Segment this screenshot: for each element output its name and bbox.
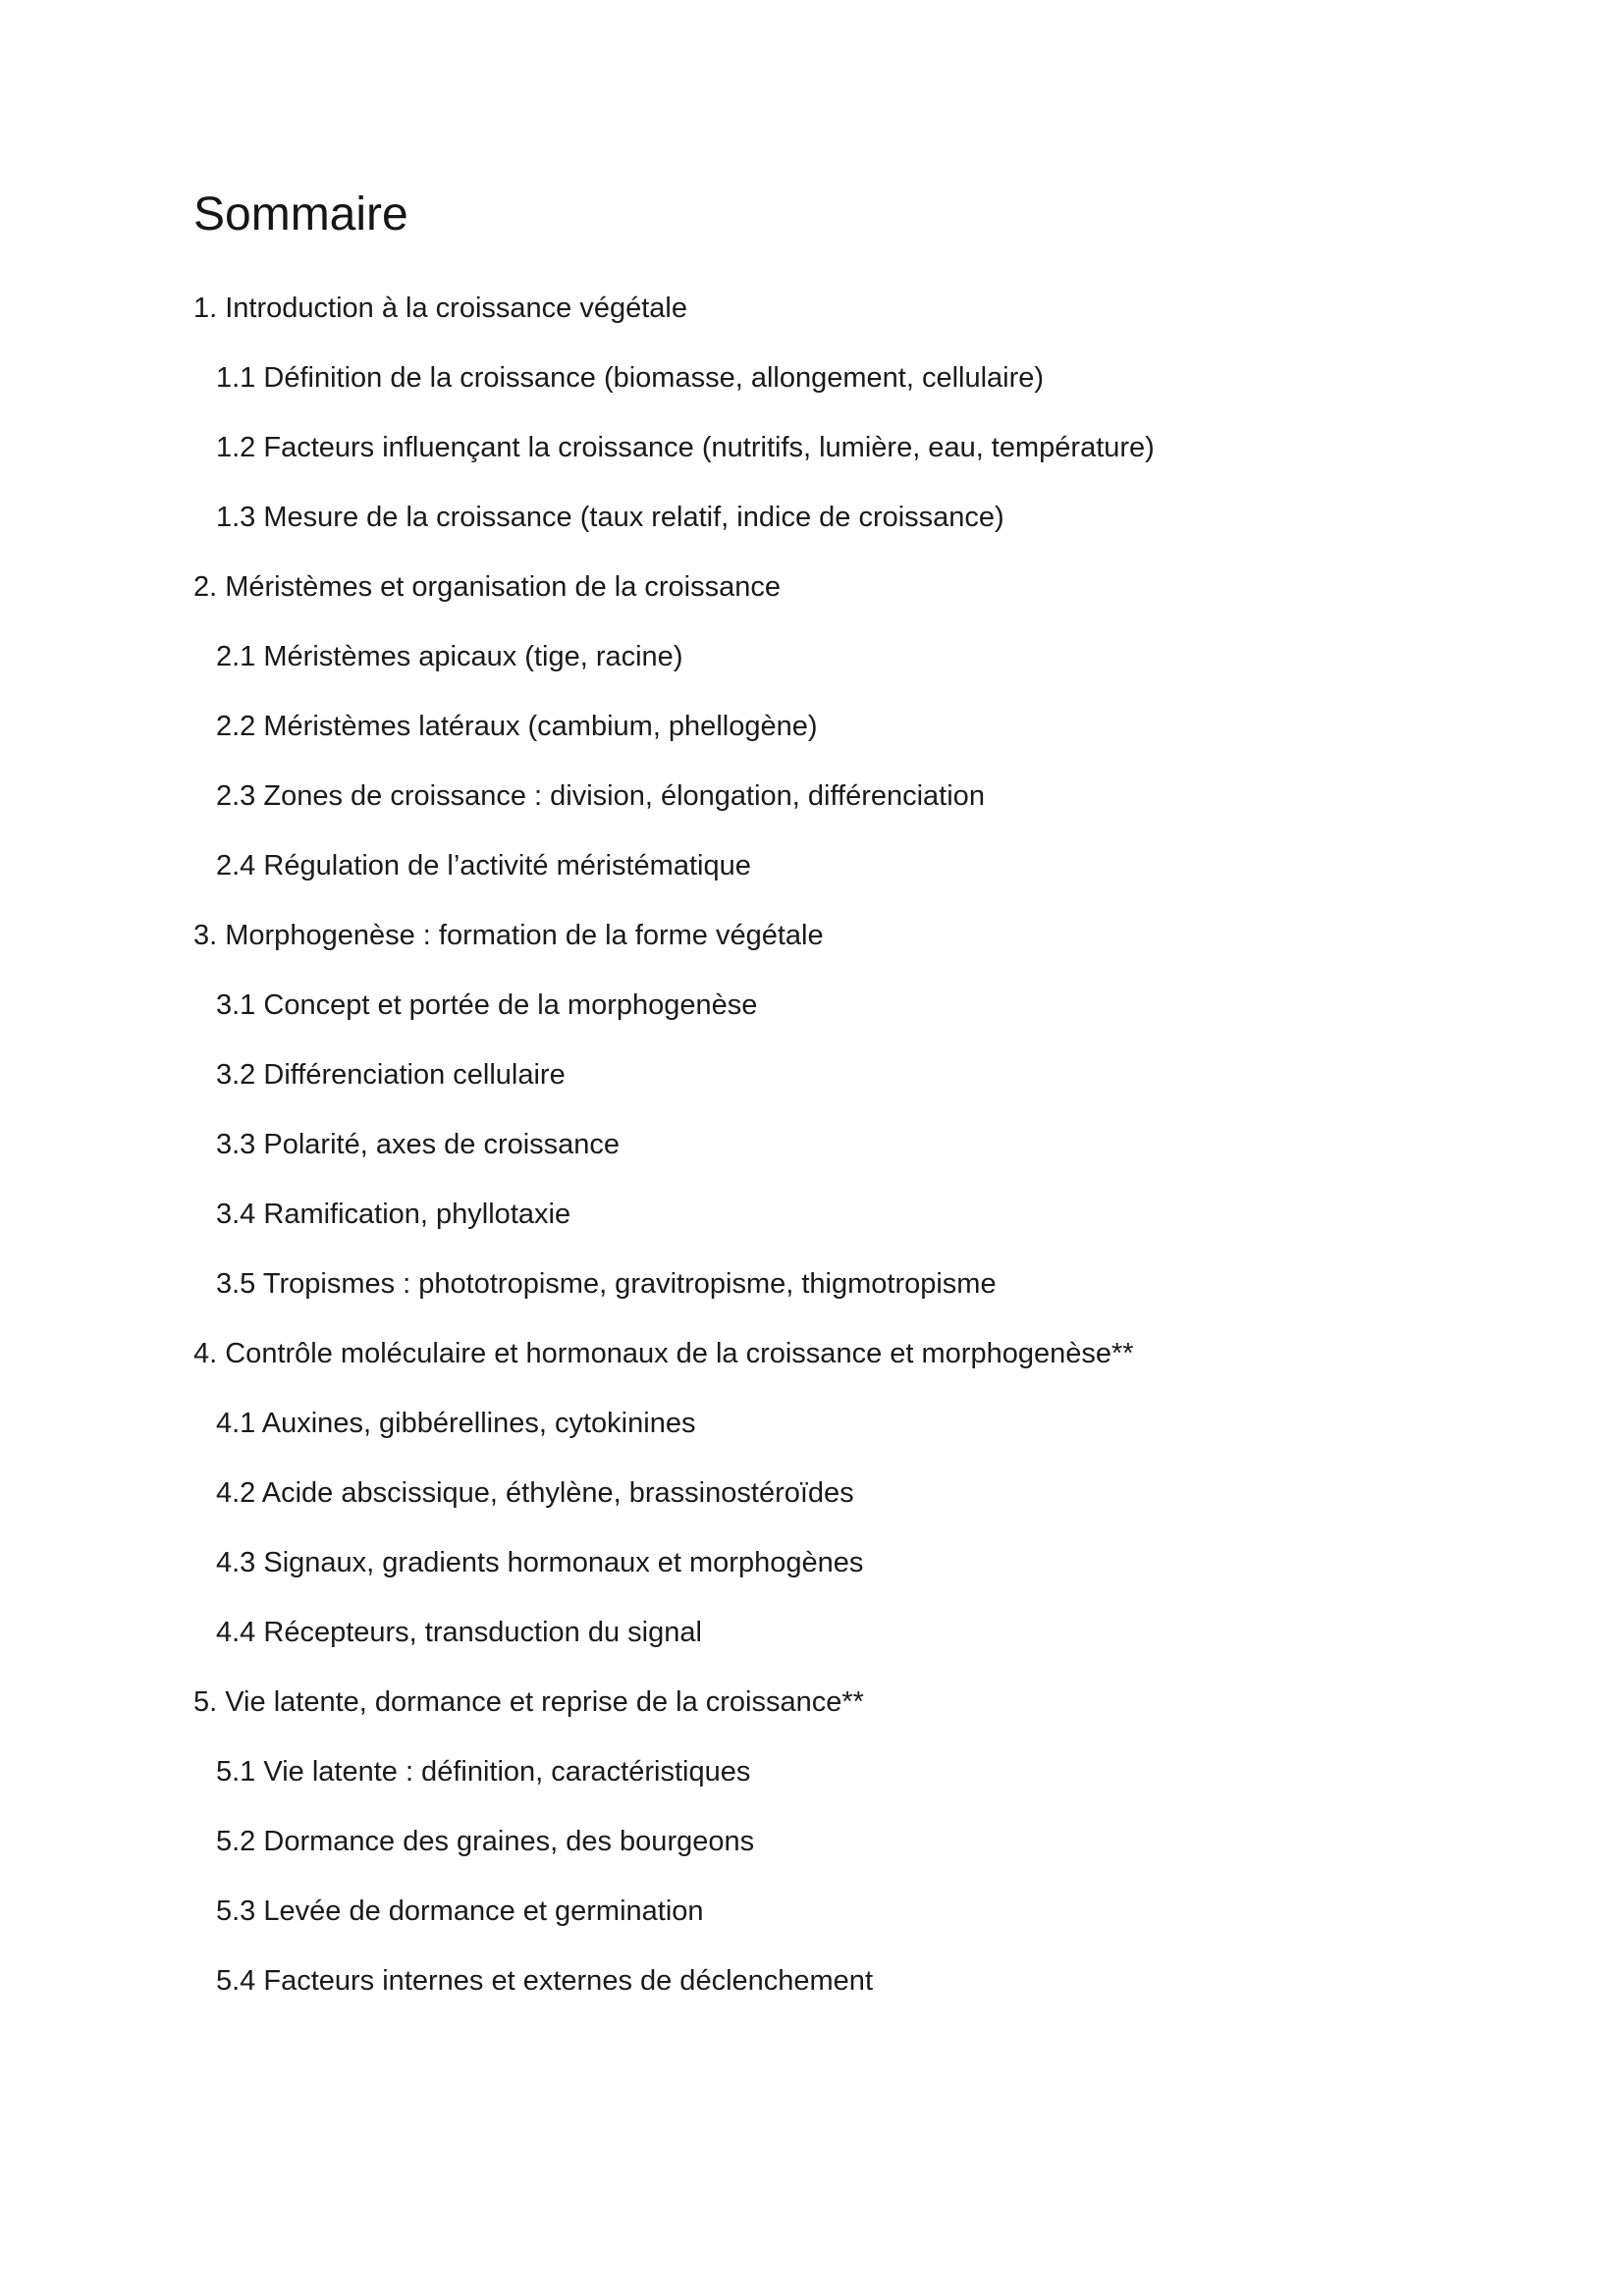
- toc-item-1: 1. Introduction à la croissance végétale: [193, 292, 687, 324]
- toc-item-5-3: 5.3 Levée de dormance et germination: [216, 1895, 704, 1927]
- toc-item-1-2: 1.2 Facteurs influençant la croissance (nutritifs, lumière, eau, température): [216, 431, 1155, 463]
- toc-item-3-1: 3.1 Concept et portée de la morphogenèse: [216, 988, 758, 1021]
- toc-item-1-1: 1.1 Définition de la croissance (biomasse, allongement, cellulaire): [216, 361, 1045, 394]
- toc-item-3-4: 3.4 Ramification, phyllotaxie: [216, 1198, 571, 1230]
- toc-item-3-3: 3.3 Polarité, axes de croissance: [216, 1128, 621, 1160]
- toc-item-4-3: 4.3 Signaux, gradients hormonaux et morphogènes: [216, 1546, 864, 1578]
- toc-item-3-5: 3.5 Tropismes : phototropisme, gravitropisme, thigmotropisme: [216, 1267, 997, 1300]
- toc-item-4-2: 4.2 Acide abscissique, éthylène, brassinostéroïdes: [216, 1476, 854, 1509]
- toc-item-5-1: 5.1 Vie latente : définition, caractéristiques: [216, 1755, 751, 1788]
- table-of-contents: [193, 274, 1545, 2016]
- toc-item-5: 5. Vie latente, dormance et reprise de la croissance**: [193, 1685, 864, 1718]
- toc-item-5-4: 5.4 Facteurs internes et externes de déclenchement: [216, 1964, 873, 1997]
- toc-item-2-1: 2.1 Méristèmes apicaux (tige, racine): [216, 640, 683, 672]
- toc-item-2-4: 2.4 Régulation de l’activité méristématique: [216, 849, 751, 881]
- toc-item-2-3: 2.3 Zones de croissance : division, élongation, différenciation: [216, 779, 985, 812]
- toc-item-5-2: 5.2 Dormance des graines, des bourgeons: [216, 1825, 755, 1857]
- toc-item-4-1: 4.1 Auxines, gibbérellines, cytokinines: [216, 1407, 696, 1439]
- toc-item-2: 2. Méristèmes et organisation de la croissance: [193, 570, 782, 603]
- toc-item-2-2: 2.2 Méristèmes latéraux (cambium, phellogène): [216, 710, 818, 742]
- toc-item-3: 3. Morphogenèse : formation de la forme végétale: [193, 919, 824, 951]
- toc-item-3-2: 3.2 Différenciation cellulaire: [216, 1058, 566, 1091]
- page-title: Sommaire: [193, 188, 408, 240]
- toc-item-1-3: 1.3 Mesure de la croissance (taux relatif, indice de croissance): [216, 501, 1004, 533]
- toc-item-4-4: 4.4 Récepteurs, transduction du signal: [216, 1616, 702, 1648]
- toc-item-4: 4. Contrôle moléculaire et hormonaux de la croissance et morphogenèse**: [193, 1337, 1134, 1369]
